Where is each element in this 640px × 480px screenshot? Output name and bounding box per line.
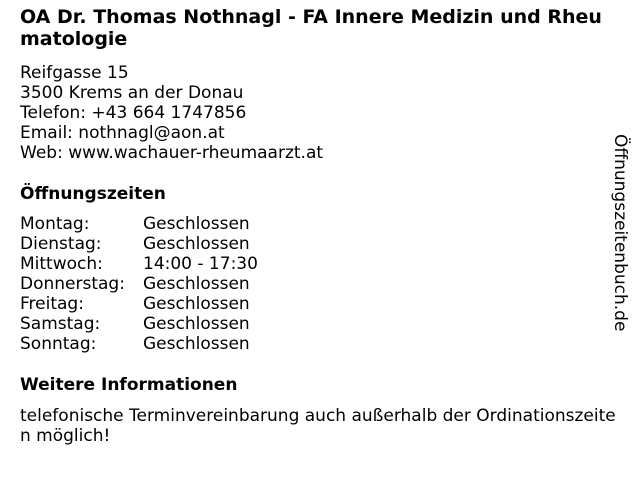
day-label: Montag:: [20, 214, 90, 234]
address-block: [20, 63, 612, 163]
time-value: Geschlossen: [143, 314, 250, 334]
opening-hours-table: [20, 214, 612, 354]
street-address: Reifgasse 15: [20, 63, 129, 83]
time-value: Geschlossen: [143, 274, 250, 294]
time-value: 14:00 - 17:30: [143, 254, 258, 274]
further-info-text: telefonische Terminvereinbarung auch außerhalb der Ordinationszeiten möglich!: [20, 406, 616, 446]
day-label: Dienstag:: [20, 234, 102, 254]
time-value: Geschlossen: [143, 214, 250, 234]
hours-row-friday: [20, 294, 612, 314]
website-address: Web: www.wachauer-rheumaarzt.at: [20, 143, 324, 163]
hours-row-wednesday: [20, 254, 612, 274]
practice-card: [20, 6, 616, 446]
day-label: Freitag:: [20, 294, 84, 314]
day-label: Samstag:: [20, 314, 101, 334]
hours-row-monday: [20, 214, 612, 234]
day-label: Sonntag:: [20, 334, 97, 354]
further-info-heading: Weitere Informationen: [20, 375, 238, 395]
watermark-label: Öffnungszeitenbuch.de: [610, 134, 630, 332]
time-value: Geschlossen: [143, 294, 250, 314]
day-label: Mittwoch:: [20, 254, 103, 274]
hours-row-thursday: [20, 274, 612, 294]
email-address: Email: nothnagl@aon.at: [20, 123, 225, 143]
hours-row-saturday: [20, 314, 612, 334]
city-address: 3500 Krems an der Donau: [20, 83, 244, 103]
phone-number: Telefon: +43 664 1747856: [20, 103, 247, 123]
hours-row-sunday: [20, 334, 612, 354]
page-title: OA Dr. Thomas Nothnagl - FA Innere Medizin und Rheumatologie: [20, 6, 602, 50]
day-label: Donnerstag:: [20, 274, 125, 294]
opening-hours-heading: Öffnungszeiten: [20, 184, 166, 204]
time-value: Geschlossen: [143, 234, 250, 254]
hours-row-tuesday: [20, 234, 612, 254]
time-value: Geschlossen: [143, 334, 250, 354]
